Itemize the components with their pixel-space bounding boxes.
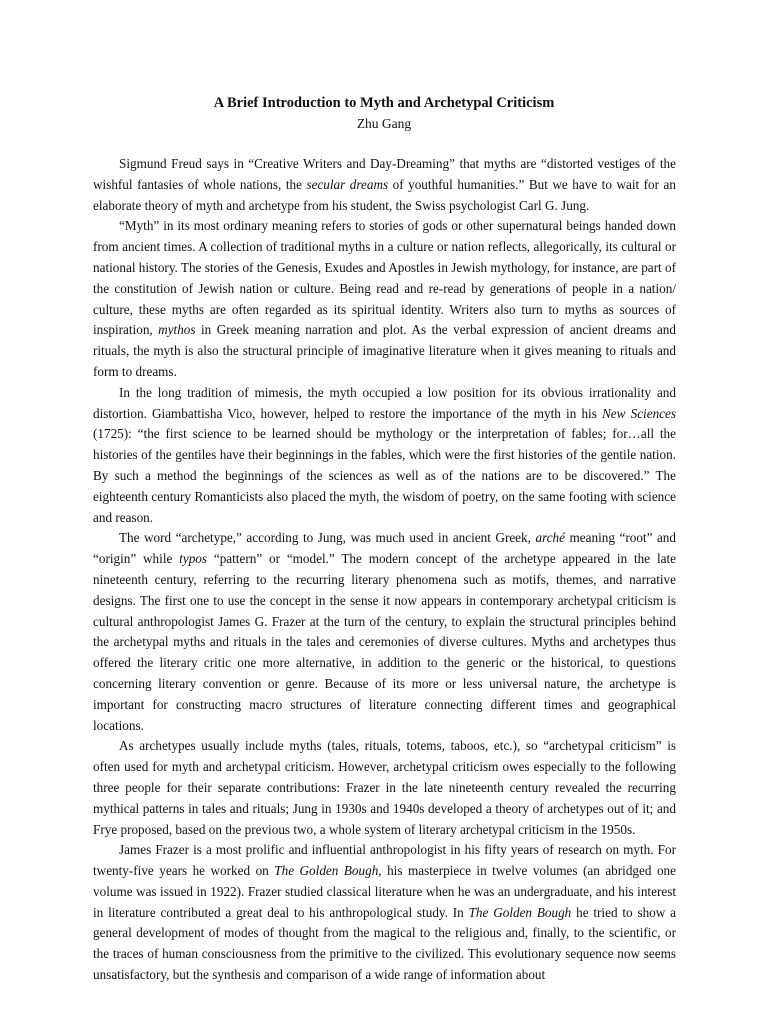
italic-text: typos (179, 551, 208, 567)
document-body (93, 154, 676, 986)
paragraph-text: “pattern” or “model.” The modern concept of the archetype appeared in the late nineteenth century, referring to the recurring literary phenomena such as motifs, themes, and narrative designs. The first one to use the concept in the sense it now appears in contemporary archetypal criticism is cultural anthropologist James G. Frazer at the turn of the century, to explain the structural principles behind the archetypal myths and rituals in the tales and ceremonies of diverse cultures. Myths and archetypes thus offered the literary critic one more alternative, in addition to the generic or the historical, to questions concerning literary convention or genre. Because of its more or less universal nature, the archetype is important for constructing macro structures of literature connecting different times and geographical locations. (93, 551, 676, 733)
paragraph-text: of youthful humanities.” But we have to wait for an elaborate theory of myth and archetype from his student, the Swiss psychologist Carl G. Jung. (93, 176, 676, 213)
paragraph-text: , his masterpiece in twelve volumes (an abridged one volume was issued in 1922). Frazer studied classical literature when he was an undergraduate, and his interest in literature contributed a great deal to his anthropological study. In (93, 863, 676, 920)
italic-text: arché (535, 530, 566, 546)
italic-text: New Sciences (602, 405, 676, 421)
paragraph-text: Sigmund Freud says in “Creative Writers and Day-Dreaming” that myths are “distorted vestiges of the wishful fantasies of whole nations, the (93, 156, 676, 192)
paragraph-text: In the long tradition of mimesis, the myth occupied a low position for its obvious irrationality and distortion. Giambattisha Vico, however, helped to restore the importance of the myth in his (93, 384, 676, 421)
italic-text: The Golden Bough (274, 863, 379, 879)
paragraph-text: The word “archetype,” according to Jung, was much used in ancient Greek, (119, 530, 536, 546)
italic-text: secular dreams (306, 176, 389, 192)
paragraph-text: (1725): “the first science to be learned should be mythology or the interpretation of fables; for…all the histories of the gentiles have their beginnings in the fables, which were the first histories of the gentile nation. By such a method the beginnings of the sciences as well as of the nations are to be discovered.” The eighteenth century Romanticists also placed the myth, the wisdom of poetry, on the same footing with science and reason. (93, 426, 676, 525)
italic-text: mythos (158, 322, 196, 338)
paragraph-text: James Frazer is a most prolific and influential anthropologist in his fifty years of research on myth. For twenty-five years he worked on (93, 842, 676, 879)
paragraph-text: he tried to show a general development of modes of thought from the magical to the religious and, finally, to the scientific, or the traces of human consciousness from the primitive to the civilized. This evolutionary sequence now seems unsatisfactory, but the synthesis and comparison of a wide range of information about (93, 904, 676, 983)
paragraph-text: “Myth” in its most ordinary meaning refers to stories of gods or other supernatural beings handed down from ancient times. A collection of traditional myths in a culture or nation reflects, allegorically, its cultural or national history. The stories of the Genesis, Exudes and Apostles in Jewish mythology, for instance, are part of the constitution of Jewish nation or culture. Being read and re-read by generations of people in a nation/ culture, these myths are often regarded as its spiritual identity. Writers also turn to myths as sources of inspiration, (93, 218, 676, 338)
paragraph-text: in Greek meaning narration and plot. As the verbal expression of ancient dreams and rituals, the myth is also the structural principle of imaginative literature when it gives meaning to rituals and form to dreams. (93, 322, 676, 379)
body-paragraph (93, 154, 676, 216)
document-author: Zhu Gang (356, 116, 412, 131)
body-paragraph (93, 216, 676, 382)
body-paragraph (93, 528, 676, 736)
body-paragraph (93, 383, 676, 529)
body-paragraph (93, 736, 676, 840)
body-paragraph (93, 840, 676, 986)
italic-text: The Golden Bough (468, 904, 572, 920)
paragraph-text: As archetypes usually include myths (tales, rituals, totems, taboos, etc.), so “archetypal criticism” is often used for myth and archetypal criticism. However, archetypal criticism owes especially to the following three people for their separate contributions: Frazer in the late nineteenth century revealed the recurring mythical patterns in tales and rituals; Jung in 1930s and 1940s developed a theory of archetypes out of it; and Frye proposed, based on the previous two, a whole system of literary archetypal criticism in the 1950s. (93, 738, 676, 837)
paragraph-text: meaning “root” and “origin” while (93, 530, 676, 567)
document-title: A Brief Introduction to Myth and Archetypal Criticism (213, 95, 555, 111)
